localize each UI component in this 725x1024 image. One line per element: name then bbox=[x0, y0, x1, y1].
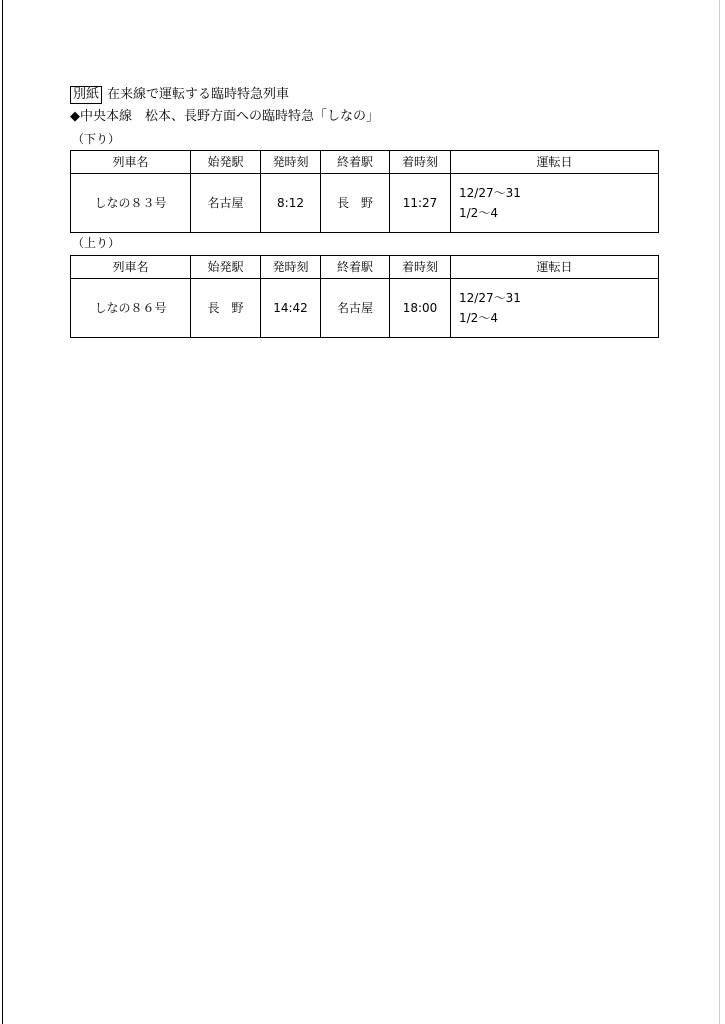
page-right-border bbox=[719, 0, 720, 1024]
table-header-row bbox=[71, 256, 659, 279]
header-operation-days: 運転日 bbox=[451, 256, 659, 279]
cell-train-name: しなの８３号 bbox=[71, 174, 191, 233]
attachment-label: 別紙 bbox=[70, 86, 102, 104]
schedule-table-up bbox=[70, 255, 659, 338]
header-departure-time: 発時刻 bbox=[261, 256, 321, 279]
operation-days-line: 12/27～31 bbox=[459, 291, 521, 305]
header-arrival-time: 着時刻 bbox=[390, 151, 451, 174]
page-left-border bbox=[2, 0, 3, 1024]
table-header-row bbox=[71, 151, 659, 174]
header-destination: 終着駅 bbox=[321, 256, 390, 279]
header-operation-days: 運転日 bbox=[451, 151, 659, 174]
header-destination: 終着駅 bbox=[321, 151, 390, 174]
document-title-row bbox=[70, 85, 289, 105]
table-row bbox=[71, 279, 659, 338]
cell-origin: 名古屋 bbox=[191, 174, 261, 233]
operation-days-line: 1/2～4 bbox=[459, 311, 498, 325]
direction-label-down: （下り） bbox=[72, 132, 121, 146]
direction-label-up: （上り） bbox=[72, 236, 121, 250]
schedule-table-down bbox=[70, 150, 659, 233]
header-train-name: 列車名 bbox=[71, 256, 191, 279]
table-row bbox=[71, 174, 659, 233]
header-origin: 始発駅 bbox=[191, 256, 261, 279]
cell-operation-days bbox=[451, 174, 659, 233]
header-origin: 始発駅 bbox=[191, 151, 261, 174]
document-subtitle: ◆中央本線 松本、長野方面への臨時特急「しなの」 bbox=[70, 109, 379, 124]
cell-departure-time: 14:42 bbox=[261, 279, 321, 338]
header-arrival-time: 着時刻 bbox=[390, 256, 451, 279]
cell-destination: 名古屋 bbox=[321, 279, 390, 338]
cell-operation-days bbox=[451, 279, 659, 338]
header-train-name: 列車名 bbox=[71, 151, 191, 174]
header-departure-time: 発時刻 bbox=[261, 151, 321, 174]
cell-origin: 長 野 bbox=[191, 279, 261, 338]
cell-destination: 長 野 bbox=[321, 174, 390, 233]
cell-arrival-time: 18:00 bbox=[390, 279, 451, 338]
operation-days-line: 1/2～4 bbox=[459, 206, 498, 220]
cell-departure-time: 8:12 bbox=[261, 174, 321, 233]
cell-train-name: しなの８６号 bbox=[71, 279, 191, 338]
cell-arrival-time: 11:27 bbox=[390, 174, 451, 233]
operation-days-line: 12/27～31 bbox=[459, 186, 521, 200]
document-title: 在来線で運転する臨時特急列車 bbox=[107, 87, 290, 102]
